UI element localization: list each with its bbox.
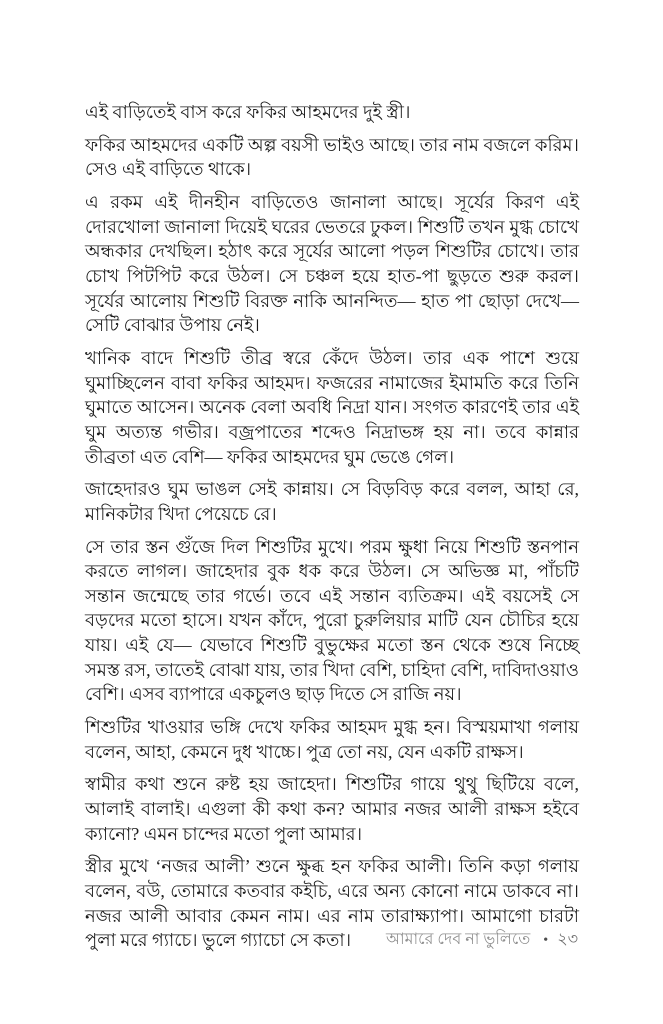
paragraph-4: খানিক বাদে শিশুটি তীব্র স্বরে কেঁদে উঠল। তার এক পাশে শুয়ে ঘুমাচ্ছিলেন বাবা ফকির আহমদ। ফজরের নামাজের ইমামতি করে তিনি ঘুমাতে আসেন। অনেক বেলা অবধি নিদ্রা যান। সংগত কারণেই তার এই ঘুম অত্যন্ত গভীর। বজ্রপাতের শব্দেও নিদ্রাভঙ্গ হয় না। তবে কান্নার তীব্রতা এত বেশি— ফকির আহমদের ঘুম ভেঙে গেল। xyxy=(85,347,579,467)
paragraph-8: স্বামীর কথা শুনে রুষ্ট হয় জাহেদা। শিশুটির গায়ে থুথু ছিটিয়ে বলে, আলাই বালাই। এগুলা কী কথা কন? আমার নজর আলী রাক্ষস হইবে ক্যানো? এমন চান্দের মতো পুলা আমার। xyxy=(85,774,579,844)
page-footer xyxy=(386,926,578,953)
paragraph-3: এ রকম এই দীনহীন বাড়িতেও জানালা আছে। সূর্যের কিরণ এই দোরখোলা জানালা দিয়েই ঘরের ভেতরে ঢুকল। শিশুটি তখন মুগ্ধ চোখে অন্ধকার দেখছিল। হঠাৎ করে সূর্যের আলো পড়ল শিশুটির চোখে। তার চোখ পিটপিট করে উঠল। সে চঞ্চল হয়ে হাত-পা ছুড়তে শুরু করল। সূর্যের আলোয় শিশুটি বিরক্ত নাকি আনন্দিত— হাত পা ছোড়া দেখে— সেটি বোঝার উপায় নেই। xyxy=(85,191,579,336)
bullet-separator-icon: • xyxy=(543,933,549,948)
paragraph-9: স্ত্রীর মুখে ‘নজর আলী’ শুনে ক্ষুব্ধ হন ফকির আলী। তিনি কড়া গলায় বলেন, বউ, তোমারে কতবার কইচি, এরে অন্য কোনো নামে ডাকবে না। নজর আলী আবার কেমন নাম। এর নাম তারাক্ষ্যাপা। আমাগো চারটা পুলা মরে গ্যাচে। ভুলে গ্যাচো সে কতা। xyxy=(85,856,579,951)
paragraph-1: এই বাড়িতেই বাস করে ফকির আহমদের দুই স্ত্রী। xyxy=(85,102,411,122)
page-number: ২৩ xyxy=(557,931,578,948)
paragraph-7: শিশুটির খাওয়ার ভঙ্গি দেখে ফকির আহমদ মুগ্ধ হন। বিস্ময়মাখা গলায় বলেন, আহা, কেমনে দুধ খাচ্চে। পুত্র তো নয়, যেন একটি রাক্ষস। xyxy=(85,717,579,762)
paragraph-5: জাহেদারও ঘুম ভাঙল সেই কান্নায়। সে বিড়বিড় করে বলল, আহা রে, মানিকটার খিদা পেয়েচে রে। xyxy=(85,479,579,524)
paragraph-6: সে তার স্তন গুঁজে দিল শিশুটির মুখে। পরম ক্ষুধা নিয়ে শিশুটি স্তনপান করতে লাগল। জাহেদার বুক ধক করে উঠল। সে অভিজ্ঞ মা, পাঁচটি সন্তান জন্মেছে তার গর্ভে। তবে এই সন্তান ব্যতিক্রম। এই বয়সেই সে বড়দের মতো হাসে। যখন কাঁদে, পুরো চুরুলিয়ার মাটি যেন চৌচির হয়ে যায়। এই যে— যেভাবে শিশুটি বুভুক্ষের মতো স্তন থেকে শুষে নিচ্ছে সমস্ত রস, তাতেই বোঝা যায়, তার খিদা বেশি, চাহিদা বেশি, দাবিদাওয়াও বেশি। এসব ব্যাপারে একচুলও ছাড় দিতে সে রাজি নয়। xyxy=(85,536,579,705)
page-body xyxy=(85,100,579,953)
running-book-title: আমারে দেব না ভুলিতে xyxy=(386,931,531,948)
paragraph-2: ফকির আহমদের একটি অল্প বয়সী ভাইও আছে। তার নাম বজলে করিম। সেও এই বাড়িতে থাকে। xyxy=(85,134,579,180)
